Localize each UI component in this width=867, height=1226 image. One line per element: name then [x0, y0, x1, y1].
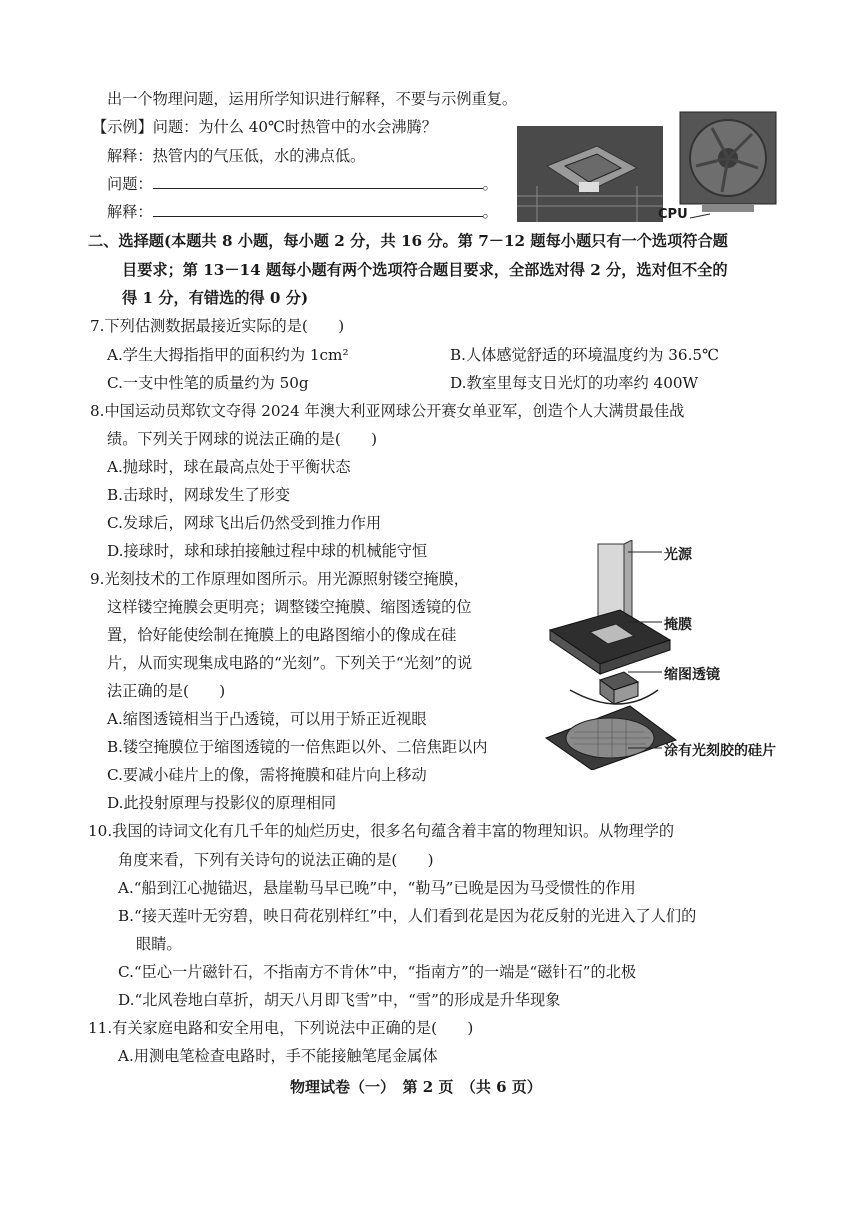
label-wafer: 涂有光刻胶的硅片: [664, 743, 776, 759]
q8-option-d[interactable]: D.接球时，球和球拍接触过程中球的机械能守恒: [107, 542, 428, 560]
q7-option-a[interactable]: A.学生大拇指指甲的面积约为 1cm²: [107, 346, 349, 364]
q7-option-c[interactable]: C.一支中性笔的质量约为 50g: [107, 374, 309, 392]
q9-option-d[interactable]: D.此投射原理与投影仪的原理相同: [107, 794, 337, 812]
answer-blank[interactable]: [153, 202, 483, 217]
q10-option-d[interactable]: D.“北风卷地白草折，胡天八月即飞雪”中，“雪”的形成是升华现象: [118, 991, 561, 1009]
q7-option-b[interactable]: B.人体感觉舒适的环境温度约为 36.5℃: [450, 346, 720, 364]
q10-stem: 10.我国的诗词文化有几千年的灿烂历史，很多名句蕴含着丰富的物理知识。从物理学的: [88, 822, 675, 840]
q10-option-b-line2: 眼睛。: [136, 935, 182, 953]
q9-option-c[interactable]: C.要减小硅片上的像，需将掩膜和硅片向上移动: [107, 766, 427, 784]
diagram-pointer-lines: [628, 540, 668, 770]
section-heading-line2: 目要求；第 13－14 题每小题有两个选项符合题目要求，全部选对得 2 分，选对但不全的: [122, 261, 728, 279]
q10-option-a[interactable]: A.“船到江心抛锚迟，悬崖勒马早已晚”中，“勒马”已晚是因为马受惯性的作用: [118, 879, 636, 897]
q9-stem-line4: 片，从而实现集成电路的“光刻”。下列关于“光刻”的说: [107, 654, 473, 672]
label-lens: 缩图透镜: [664, 667, 720, 683]
q8-option-a[interactable]: A.抛球时，球在最高点处于平衡状态: [107, 458, 351, 476]
answer-blank-line: [107, 202, 498, 222]
q11-option-a[interactable]: A.用测电笔检查电路时，手不能接触笔尾金属体: [118, 1047, 438, 1065]
q9-stem-line5: 法正确的是( ): [107, 682, 226, 700]
cpu-cooler-photo: [672, 108, 784, 214]
label-light-source: 光源: [664, 547, 692, 563]
q7-option-d[interactable]: D.教室里每支日光灯的功率约 400W: [450, 374, 699, 392]
q9-stem-line3: 置，恰好能使绘制在掩膜上的电路图缩小的像成在硅: [107, 626, 457, 644]
answer-label: 解释：: [107, 203, 153, 221]
example-explanation: 解释：热管内的气压低，水的沸点低。: [107, 147, 366, 165]
q10-stem-line2: 角度来看，下列有关诗句的说法正确的是( ): [118, 851, 434, 869]
section-heading: 二、选择题(本题共 8 小题，每小题 2 分，共 16 分。第 7－12 题每小题只有一个选项符合题: [88, 232, 728, 250]
cpu-chip-photo: [517, 126, 663, 222]
q11-stem: 11.有关家庭电路和安全用电，下列说法中正确的是( ): [88, 1019, 474, 1037]
q9-option-b[interactable]: B.镂空掩膜位于缩图透镜的一倍焦距以外、二倍焦距以内: [107, 738, 488, 756]
example-question: 【示例】问题：为什么 40℃时热管中的水会沸腾？: [92, 118, 437, 136]
q8-option-b[interactable]: B.击球时，网球发生了形变: [107, 486, 291, 504]
question-blank[interactable]: [153, 174, 483, 189]
q9-stem: 9.光刻技术的工作原理如图所示。用光源照射镂空掩膜，: [90, 570, 469, 588]
q8-option-c[interactable]: C.发球后，网球飞出后仍然受到推力作用: [107, 514, 382, 532]
label-mask: 掩膜: [664, 617, 692, 633]
q10-option-c[interactable]: C.“臣心一片磁针石，不指南方不肯休”中，“指南方”的一端是“磁针石”的北极: [118, 963, 637, 981]
q8-stem-line2: 绩。下列关于网球的说法正确的是( ): [107, 430, 378, 448]
question-blank-line: [107, 174, 498, 194]
cpu-label: CPU: [658, 207, 688, 222]
q9-stem-line2: 这样镂空掩膜会更明亮；调整镂空掩膜、缩图透镜的位: [107, 598, 472, 616]
intro-line: 出一个物理问题，运用所学知识进行解释，不要与示例重复。: [107, 90, 518, 108]
end-mark: 。: [482, 175, 498, 193]
section-heading-line3: 得 1 分，有错选的得 0 分): [122, 289, 309, 307]
q8-stem: 8.中国运动员郑钦文夺得 2024 年澳大利亚网球公开赛女单亚军，创造个人大满贯最佳战: [90, 402, 685, 420]
page-footer: 物理试卷（一） 第 2 页 （共 6 页）: [290, 1078, 542, 1096]
end-mark: 。: [482, 203, 498, 221]
q7-stem: 7.下列估测数据最接近实际的是( ): [90, 317, 345, 335]
question-label: 问题：: [107, 175, 153, 193]
q10-option-b[interactable]: B.“接天莲叶无穷碧，映日荷花别样红”中，人们看到花是因为花反射的光进入了人们的: [118, 907, 697, 925]
q9-option-a[interactable]: A.缩图透镜相当于凸透镜，可以用于矫正近视眼: [107, 710, 427, 728]
cpu-pointer-line: [690, 208, 710, 226]
